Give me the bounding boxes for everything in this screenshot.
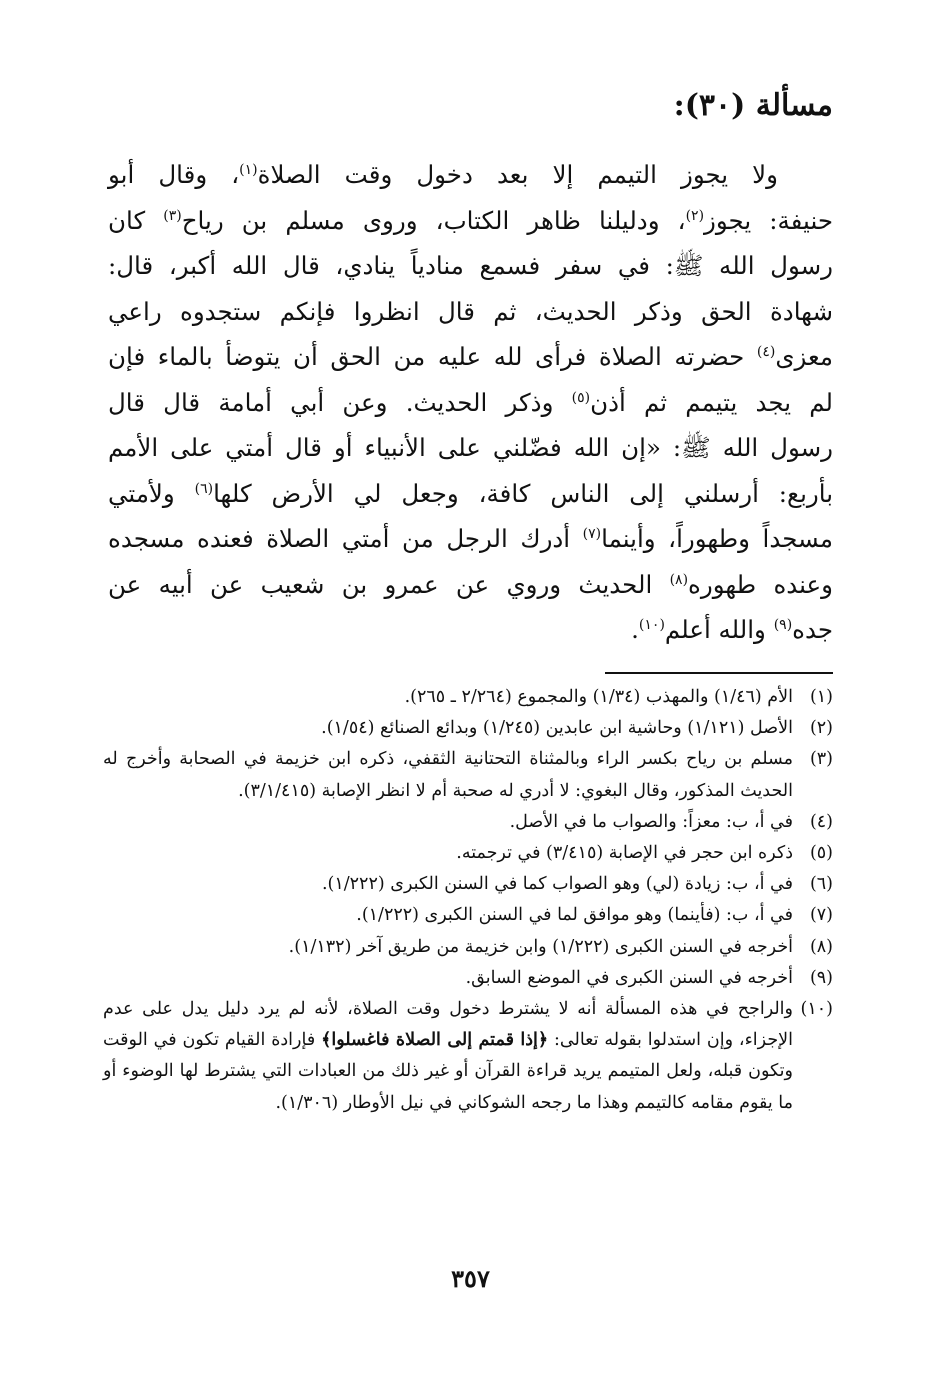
text-run: والله أعلم <box>664 615 774 644</box>
text-line <box>108 471 833 517</box>
footnote-item <box>103 807 833 838</box>
text-run: حنيفة: يجوز <box>704 205 833 235</box>
footnote-ref: (٨) <box>669 571 689 588</box>
footnote-text <box>103 932 793 963</box>
text-run: ولا يجوز التيمم إلا بعد دخول وقت الصلاة <box>257 160 778 189</box>
footnote-ref: (٦) <box>194 480 214 497</box>
footnote-item <box>103 682 833 713</box>
text-line <box>108 425 833 471</box>
footnote-number: (٦) <box>809 874 833 895</box>
text-run: حضرته الصلاة فرأى لله عليه من الحق أن يتوضأ بالماء فإن <box>108 342 757 371</box>
text-run: كان <box>108 205 164 235</box>
text-run: ولأمتي <box>108 478 195 508</box>
footnote-item <box>103 994 833 1119</box>
text-line <box>108 516 833 562</box>
footnote-number: (٥) <box>809 843 833 864</box>
text-run: مسجداً وطهوراً، وأينما <box>601 524 834 553</box>
text-run: وعنده طهوره <box>688 569 833 599</box>
footnote-item <box>103 900 833 931</box>
text-run: وذكر الحديث. وعن أبي أمامة قال قال <box>108 387 572 417</box>
footnote-item <box>103 744 833 806</box>
footnote-ref: (٤) <box>756 343 776 360</box>
text-line <box>108 198 833 244</box>
footnote-ref: (٥) <box>571 389 591 406</box>
footnote-item <box>103 963 833 994</box>
footnote-text <box>103 838 793 869</box>
text-run: مسلم بن رياح بكسر الراء وبالمثناة التحتانية الثقفي، ذكره ابن خزيمة في الصحابة وأخرج له الحديث المذكور، وقال البغوي: لا أدري له صحبة أم لا انظر الإصابة (٣/١/٤١٥). <box>103 749 793 801</box>
text-run: أخرجه في السنن الكبرى (١/٢٢٢) وابن خزيمة من طريق آخر (١/١٣٢). <box>288 936 793 957</box>
text-run: في أ، ب: زيادة (لي) وهو الصواب كما في السنن الكبرى (١/٢٢٢). <box>321 874 793 895</box>
footnote-ref: (٣) <box>163 207 182 224</box>
page-number: ٣٥٧ <box>451 1264 490 1293</box>
footnote-number: (١) <box>809 687 833 707</box>
text-line <box>108 607 833 653</box>
footnote-item <box>103 713 833 744</box>
footnote-divider <box>605 672 833 674</box>
text-run: والراجح في هذه المسألة أنه لا يشترط دخول وقت الصلاة، لأنه لم يرد دليل يدل على عدم الإجزاء، وإن استدلوا بقوله تعالى: <box>103 999 793 1051</box>
footnote-text <box>103 994 793 1119</box>
footnotes-list <box>103 682 833 1119</box>
footnote-item <box>103 932 833 963</box>
text-run: في أ، ب: معزاً: والصواب ما في الأصل. <box>509 811 793 832</box>
quran-quote: ﴿إذا قمتم إلى الصلاة فاغسلوا﴾ <box>321 1030 549 1051</box>
text-run: ، ودليلنا ظاهر الكتاب، وروى مسلم بن رياح <box>181 205 686 235</box>
footnote-number: (٣) <box>809 749 833 770</box>
text-run: شهادة الحق وذكر الحديث، ثم قال انظروا فإنكم ستجدوه راعي <box>108 296 833 326</box>
text-line <box>108 334 833 380</box>
footnote-item <box>103 869 833 900</box>
text-line <box>108 152 833 198</box>
text-run: ، وقال أبو <box>108 160 240 189</box>
footnote-ref: (٧) <box>582 525 602 542</box>
text-line <box>108 380 833 426</box>
footnote-text <box>103 744 793 806</box>
issue-heading: مسألة (٣٠): <box>673 88 833 123</box>
text-run: في أ، ب: (فأينما) وهو موافق لما في السنن الكبرى (١/٢٢٢). <box>356 905 793 926</box>
footnote-ref: (٢) <box>685 207 705 224</box>
footnote-ref: (١٠) <box>638 616 665 633</box>
footnote-text <box>103 963 793 994</box>
footnote-number: (٢) <box>809 718 833 739</box>
footnote-number: (٧) <box>809 905 833 926</box>
text-run: لم يجد يتيمم ثم أذن <box>590 387 833 417</box>
text-run: معزى <box>775 342 833 371</box>
footnote-number: (٨) <box>809 936 833 957</box>
text-run: فإرادة القيام تكون في الوقت وتكون قبله، ولعل المتيمم يريد قراءة القرآن أو غير ذلك من العبادات التي يشترط لها الوضوء أو ما يقوم مقامه كالتيمم وهذا ما رجحه الشوكاني في نيل الأوطار (١/٣٠٦). <box>103 1030 793 1113</box>
footnote-ref: (٩) <box>773 616 793 633</box>
footnote-item <box>103 838 833 869</box>
footnote-number: (١٠) <box>800 999 833 1020</box>
text-run: الحديث وروي عن عمرو بن شعيب عن أبيه عن <box>108 569 670 599</box>
text-line <box>108 562 833 608</box>
text-run: جده <box>792 615 833 644</box>
text-run: الأم (١/٤٦) والمهذب (١/٣٤) والمجموع (٢/٢٦٤ ـ ٢٦٥). <box>404 687 793 707</box>
text-run: ذكره ابن حجر في الإصابة (٣/٤١٥) في ترجمته. <box>456 843 793 864</box>
main-text <box>108 152 833 653</box>
text-line <box>108 243 833 289</box>
text-run: أدرك الرجل من أمتي الصلاة فعنده مسجده <box>108 524 583 553</box>
footnote-number: (٩) <box>809 967 833 988</box>
footnote-text <box>103 682 793 713</box>
footnote-ref: (١) <box>239 161 258 178</box>
text-run: رسول الله ﷺ: في سفر فسمع منادياً ينادي، قال الله أكبر، قال: <box>108 251 833 280</box>
text-run: . <box>631 615 639 644</box>
footnote-text <box>103 869 793 900</box>
text-run: رسول الله ﷺ: «إن الله فضّلني على الأنبياء أو قال أمتي على الأمم <box>108 433 833 462</box>
footnote-text <box>103 713 793 744</box>
text-line <box>108 289 833 335</box>
text-run: أخرجه في السنن الكبرى في الموضع السابق. <box>465 967 793 988</box>
footnote-number: (٤) <box>809 811 833 832</box>
footnote-text <box>103 900 793 931</box>
text-run: الأصل (١/١٢١) وحاشية ابن عابدين (١/٢٤٥) وبدائع الصنائع (١/٥٤). <box>321 718 793 739</box>
text-run: بأربع: أرسلني إلى الناس كافة، وجعل لي الأرض كلها <box>213 478 834 508</box>
footnote-text <box>103 807 793 838</box>
